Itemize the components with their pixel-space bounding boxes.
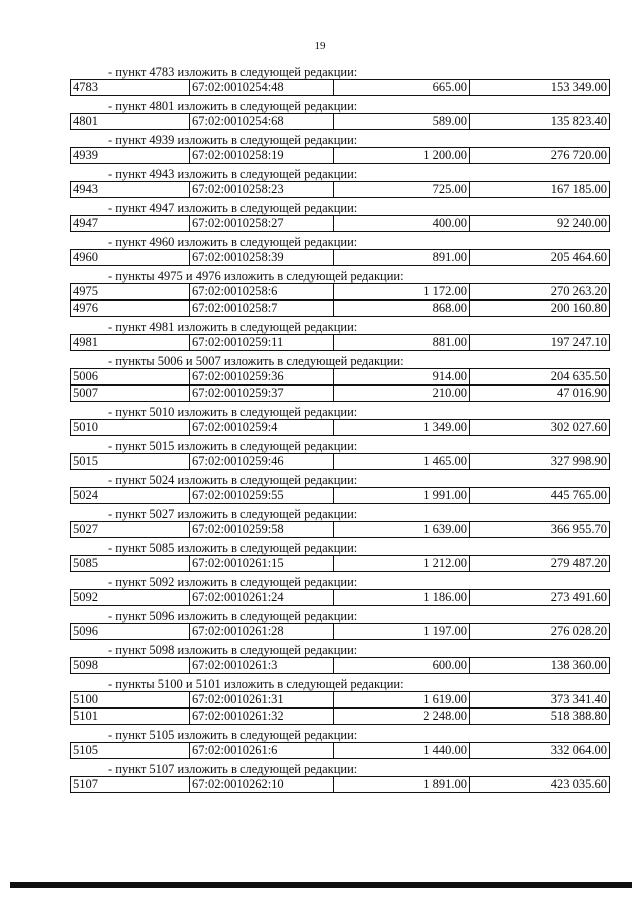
area-cell: 600.00 xyxy=(334,658,470,673)
cadastral-number-cell: 67:02:0010262:10 xyxy=(190,777,334,792)
cadastral-number-cell: 67:02:0010254:48 xyxy=(190,80,334,95)
item-number-cell: 4939 xyxy=(71,148,190,163)
cadastral-number-cell: 67:02:0010258:39 xyxy=(190,250,334,265)
table-row xyxy=(70,368,610,385)
cost-cell: 276 028.20 xyxy=(550,624,607,638)
amendment-heading: - пункт 4783 изложить в следующей редакции: xyxy=(108,65,358,79)
area-cell: 665.00 xyxy=(334,80,470,95)
cadastral-number-cell: 67:02:0010261:3 xyxy=(190,658,334,673)
table-row xyxy=(70,691,610,708)
table-row xyxy=(70,283,610,300)
amendment-heading: - пункт 4939 изложить в следующей редакции: xyxy=(108,133,358,147)
amendment-heading: - пункты 5006 и 5007 изложить в следующей редакции: xyxy=(108,354,404,368)
table-row xyxy=(70,657,610,674)
table-row xyxy=(70,453,610,470)
item-number-cell: 5085 xyxy=(71,556,190,571)
table-row xyxy=(70,776,610,793)
item-number-cell: 4976 xyxy=(71,301,190,316)
item-number-cell: 5010 xyxy=(71,420,190,435)
area-cell: 589.00 xyxy=(334,114,470,129)
area-cell: 1 891.00 xyxy=(334,777,470,792)
area-cell: 1 465.00 xyxy=(334,454,470,469)
table-row xyxy=(70,249,610,266)
table-row xyxy=(70,521,610,538)
cadastral-number-cell: 67:02:0010254:68 xyxy=(190,114,334,129)
item-number-cell: 4981 xyxy=(71,335,190,350)
cost-cell: 138 360.00 xyxy=(550,658,607,672)
area-cell: 400.00 xyxy=(334,216,470,231)
amendment-heading: - пункт 5027 изложить в следующей редакции: xyxy=(108,507,358,521)
cadastral-number-cell: 67:02:0010259:11 xyxy=(190,335,334,350)
cost-cell: 302 027.60 xyxy=(550,420,607,434)
table-row xyxy=(70,147,610,164)
amendment-heading: - пункт 4943 изложить в следующей редакции: xyxy=(108,167,358,181)
area-cell: 868.00 xyxy=(334,301,470,316)
item-number-cell: 4801 xyxy=(71,114,190,129)
amendment-heading: - пункт 5092 изложить в следующей редакции: xyxy=(108,575,358,589)
item-number-cell: 5024 xyxy=(71,488,190,503)
table-row xyxy=(70,300,610,317)
cost-cell: 135 823.40 xyxy=(550,114,607,128)
area-cell: 1 186.00 xyxy=(334,590,470,605)
area-cell: 881.00 xyxy=(334,335,470,350)
area-cell: 1 200.00 xyxy=(334,148,470,163)
amendment-heading: - пункт 5015 изложить в следующей редакции: xyxy=(108,439,358,453)
cost-cell: 445 765.00 xyxy=(550,488,607,502)
item-number-cell: 5007 xyxy=(71,386,190,401)
area-cell: 1 197.00 xyxy=(334,624,470,639)
amendment-heading: - пункт 4960 изложить в следующей редакции: xyxy=(108,235,358,249)
table-row xyxy=(70,419,610,436)
item-number-cell: 4947 xyxy=(71,216,190,231)
area-cell: 1 349.00 xyxy=(334,420,470,435)
cost-cell: 200 160.80 xyxy=(550,301,607,315)
table-row xyxy=(70,487,610,504)
cadastral-number-cell: 67:02:0010258:27 xyxy=(190,216,334,231)
bottom-rule xyxy=(10,882,632,888)
table-row xyxy=(70,555,610,572)
area-cell: 1 639.00 xyxy=(334,522,470,537)
area-cell: 1 212.00 xyxy=(334,556,470,571)
cadastral-number-cell: 67:02:0010259:4 xyxy=(190,420,334,435)
cadastral-number-cell: 67:02:0010258:7 xyxy=(190,301,334,316)
cadastral-number-cell: 67:02:0010258:19 xyxy=(190,148,334,163)
amendment-heading: - пункт 5098 изложить в следующей редакции: xyxy=(108,643,358,657)
item-number-cell: 5027 xyxy=(71,522,190,537)
amendment-heading: - пункт 5024 изложить в следующей редакции: xyxy=(108,473,358,487)
area-cell: 891.00 xyxy=(334,250,470,265)
cadastral-number-cell: 67:02:0010259:58 xyxy=(190,522,334,537)
item-number-cell: 5098 xyxy=(71,658,190,673)
table-row xyxy=(70,623,610,640)
cost-cell: 273 491.60 xyxy=(550,590,607,604)
table-row xyxy=(70,742,610,759)
cadastral-number-cell: 67:02:0010261:24 xyxy=(190,590,334,605)
item-number-cell: 5107 xyxy=(71,777,190,792)
cadastral-number-cell: 67:02:0010259:36 xyxy=(190,369,334,384)
cost-cell: 167 185.00 xyxy=(550,182,607,196)
cost-cell: 276 720.00 xyxy=(550,148,607,162)
amendment-heading: - пункт 4981 изложить в следующей редакции: xyxy=(108,320,358,334)
item-number-cell: 4975 xyxy=(71,284,190,299)
cadastral-number-cell: 67:02:0010261:31 xyxy=(190,692,334,707)
amendment-heading: - пункт 5105 изложить в следующей редакции: xyxy=(108,728,358,742)
table-row xyxy=(70,113,610,130)
amendment-heading: - пункт 4801 изложить в следующей редакции: xyxy=(108,99,358,113)
table-row xyxy=(70,181,610,198)
cadastral-number-cell: 67:02:0010259:37 xyxy=(190,386,334,401)
area-cell: 914.00 xyxy=(334,369,470,384)
cost-cell: 204 635.50 xyxy=(550,369,607,383)
amendment-heading: - пункт 5096 изложить в следующей редакции: xyxy=(108,609,358,623)
cadastral-number-cell: 67:02:0010258:6 xyxy=(190,284,334,299)
cost-cell: 197 247.10 xyxy=(550,335,607,349)
item-number-cell: 4783 xyxy=(71,80,190,95)
area-cell: 1 619.00 xyxy=(334,692,470,707)
cadastral-number-cell: 67:02:0010261:28 xyxy=(190,624,334,639)
cadastral-number-cell: 67:02:0010259:55 xyxy=(190,488,334,503)
item-number-cell: 4943 xyxy=(71,182,190,197)
table-row xyxy=(70,589,610,606)
area-cell: 1 440.00 xyxy=(334,743,470,758)
amendment-heading: - пункт 4947 изложить в следующей редакции: xyxy=(108,201,358,215)
cost-cell: 47 016.90 xyxy=(557,386,607,400)
amendment-heading: - пункт 5010 изложить в следующей редакции: xyxy=(108,405,358,419)
cadastral-number-cell: 67:02:0010258:23 xyxy=(190,182,334,197)
item-number-cell: 5015 xyxy=(71,454,190,469)
area-cell: 725.00 xyxy=(334,182,470,197)
table-row xyxy=(70,215,610,232)
table-row xyxy=(70,79,610,96)
amendment-heading: - пункты 4975 и 4976 изложить в следующей редакции: xyxy=(108,269,404,283)
cost-cell: 423 035.60 xyxy=(550,777,607,791)
cost-cell: 366 955.70 xyxy=(550,522,607,536)
cadastral-number-cell: 67:02:0010261:15 xyxy=(190,556,334,571)
cadastral-number-cell: 67:02:0010261:32 xyxy=(190,709,334,724)
cost-cell: 373 341.40 xyxy=(550,692,607,706)
cost-cell: 205 464.60 xyxy=(550,250,607,264)
cost-cell: 92 240.00 xyxy=(557,216,607,230)
area-cell: 1 172.00 xyxy=(334,284,470,299)
cost-cell: 327 998.90 xyxy=(550,454,607,468)
cost-cell: 279 487.20 xyxy=(550,556,607,570)
table-row xyxy=(70,385,610,402)
area-cell: 2 248.00 xyxy=(334,709,470,724)
page-number: 19 xyxy=(314,40,326,52)
cost-cell: 332 064.00 xyxy=(550,743,607,757)
item-number-cell: 5092 xyxy=(71,590,190,605)
item-number-cell: 5105 xyxy=(71,743,190,758)
table-row xyxy=(70,708,610,725)
table-row xyxy=(70,334,610,351)
cost-cell: 153 349.00 xyxy=(550,80,607,94)
cost-cell: 518 388.80 xyxy=(550,709,607,723)
amendment-heading: - пункты 5100 и 5101 изложить в следующей редакции: xyxy=(108,677,404,691)
cost-cell: 270 263.20 xyxy=(550,284,607,298)
item-number-cell: 5100 xyxy=(71,692,190,707)
amendment-heading: - пункт 5107 изложить в следующей редакции: xyxy=(108,762,358,776)
area-cell: 1 991.00 xyxy=(334,488,470,503)
cadastral-number-cell: 67:02:0010261:6 xyxy=(190,743,334,758)
item-number-cell: 5096 xyxy=(71,624,190,639)
item-number-cell: 5006 xyxy=(71,369,190,384)
amendment-heading: - пункт 5085 изложить в следующей редакции: xyxy=(108,541,358,555)
cadastral-number-cell: 67:02:0010259:46 xyxy=(190,454,334,469)
area-cell: 210.00 xyxy=(334,386,470,401)
item-number-cell: 4960 xyxy=(71,250,190,265)
item-number-cell: 5101 xyxy=(71,709,190,724)
